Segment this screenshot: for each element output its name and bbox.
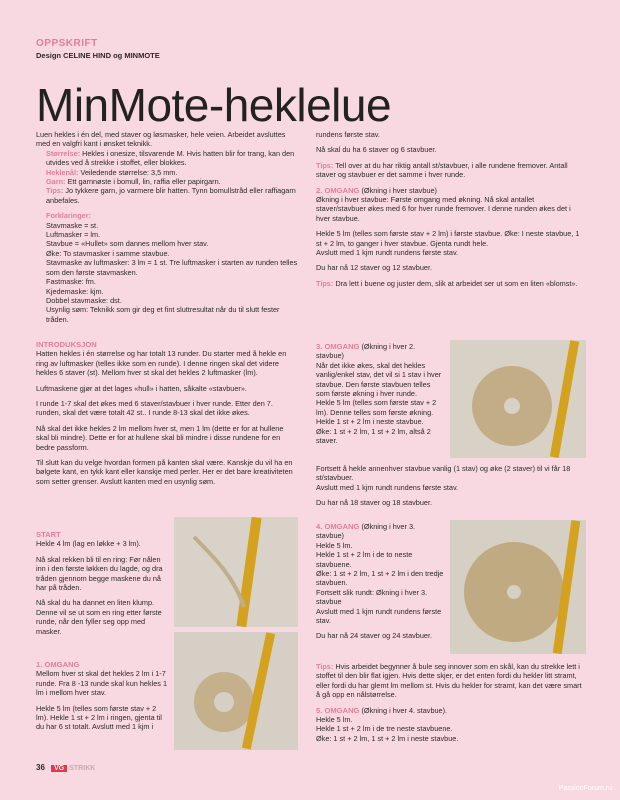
intro-text: Luen hekles i én del, med staver og løsmasker, hele veien. Arbeidet avsluttes med en valgfri kant i ønsket teknikk. <box>36 130 286 149</box>
storrelse-text: Hekles i onesize, tilsvarende M. Hvis hatten blir for trang, kan den utvides ved å strekke i stoffet, eller blokkes. <box>46 148 295 168</box>
start-heading: START <box>36 530 61 539</box>
omgang1-para: Mellom hver st skal det hekles 2 lm i 1-7 runde. Fra 8 -13 runde skal kun hekles 1 lm i mellom hver stav. <box>36 669 168 698</box>
tips-text: Jo tykkere garn, jo varmere blir hatten. Tynn bomullstråd eller raffiagarn anbefales. <box>46 186 296 205</box>
omgang3-section <box>316 342 444 445</box>
forklaring-item: Stavmaske = st. <box>46 220 99 230</box>
footer <box>36 763 95 772</box>
omgang3-para: Fortsett å hekle annenhver stavbue vanlig (1 stav) og øke (2 staver) til vi får 18 st/stavbuer. <box>316 464 571 483</box>
left-column <box>36 130 298 324</box>
kicker: OPPSKRIFT <box>36 38 98 49</box>
materials <box>36 149 298 324</box>
byline: Design CELINE HIND og MINMOTE <box>36 51 160 60</box>
tips-text: Tell over at du har riktig antall st/stavbuer, i alle rundene fremover. Antall staver og stavbuer er det samme i hver runde. <box>316 160 568 180</box>
omgang4-section <box>316 522 444 647</box>
introduksjon-para: Nå skal det ikke hekles 2 lm mellom hver st, men 1 lm (dette er for at hullene skal bli mindre). Dette er for at hullene skal bli mindre i disse rundene for en bedre passform. <box>36 423 284 452</box>
omgang4-sub: (Økning i hver 3. stavbue) <box>316 522 416 541</box>
introduksjon-para: Hatten hekles i én størrelse og har totalt 13 runder. Du starter med å hekle en ring av luftmasker (telles ikke som en runde). I denne ringen skal det videre hekles 6 staver (st). Mellom hver st skal det hekles 2 luftmasker (lm). <box>36 349 287 378</box>
omgang2-para: Hekle 5 lm (telles som første stav + 2 lm) i første stavbue. Øke: I neste stavbue, 1 st + 2 lm, to ganger i hver stavbue. Gjenta rundt hele. <box>316 229 580 248</box>
omgang4-para: Du har nå 24 staver og 24 stavbuer. <box>316 631 433 641</box>
omgang3-para: Hekle 5 lm (telles som første stav + 2 lm). Denne telles som første økning. <box>316 398 437 417</box>
omgang5-heading: 5. OMGANG <box>316 705 360 715</box>
right-column-top <box>316 130 586 294</box>
omgang2-para: Økning i hver stavbue: Første omgang med økning. Nå skal antallet staver/stavbuer økes med 6 for hver runde fremover. I denne runden økes det i hver stavbue. <box>316 195 571 223</box>
omgang1-para: Hekle 5 lm (telles som første stav + 2 lm). Hekle 1 st + 2 lm i ringen, gjenta til du har 6 st totalt. Avslutt med 1 kjm i <box>36 703 162 732</box>
omgang4-para: Øke: 1 st + 2 lm, 1 st + 2 lm i den tredje stavbuen. <box>316 569 444 588</box>
continuation: rundens første stav. <box>316 130 380 139</box>
tips-label: Tips: <box>316 160 334 170</box>
forklaring-item: Øke: To stavmasker i samme stavbue. <box>46 248 170 258</box>
forklaring-item: Stavmaske av luftmasker: 3 lm = 1 st. Tre luftmasker i starten av runden telles som den første stavmasken. <box>46 258 298 277</box>
omgang2-para: Du har nå 12 staver og 12 stavbuer. <box>316 263 433 273</box>
tips2-text: Dra lett i buene og juster dem, slik at arbeidet ser ut som en liten «blomst». <box>335 278 578 288</box>
tips3-label: Tips: <box>316 662 334 671</box>
forklaring-item: Fastmaske: fm. <box>46 277 96 287</box>
omgang5-para: Hekle 5 lm. <box>316 715 353 725</box>
right-column-bottom <box>316 662 586 743</box>
photo-round-three <box>450 340 586 458</box>
omgang5-sub: (Økning i hver 4. stavbue). <box>361 705 448 715</box>
photo-hook-chain <box>174 517 298 627</box>
garn-label: Garn: <box>46 177 66 187</box>
introduksjon-para: Til slutt kan du velge hvordan formen på kanten skal være. Kanskje du vil ha en bølgete kant, en tykk kant eller kanskje med perler. Her er det bare kreativiteten som setter grenser. Avslutt kanten med en usynlig søm. <box>36 458 293 486</box>
omgang4-para: Hekle 1 st + 2 lm i de to neste stavbuene. <box>316 550 413 569</box>
forklaring-item: Usynlig søm: Teknikk som gir deg et fint sluttresultat når du til slutt fester tråden. <box>46 305 280 324</box>
omgang3-sub: (Økning i hver 2. stavbue) <box>316 342 416 361</box>
omgang3-tail <box>316 464 586 514</box>
forklaring-item: Dobbel stavmaske: dst. <box>46 295 122 305</box>
section-name: STRIKK <box>69 765 96 772</box>
omgang1-heading: 1. OMGANG <box>36 660 80 669</box>
omgang3-para: Øke: 1 st + 2 lm, 1 st + 2 lm, altså 2 staver. <box>316 426 431 446</box>
omgang2-para: Avslutt med 1 kjm rundt rundens første stav. <box>316 248 459 258</box>
start-para: Nå skal rekken bli til en ring: Før nålen inn i den første løkken du lagde, og dra tråden gjennom begge maskene du nå har på tråden. <box>36 554 163 593</box>
heklenal-text: Veiledende størrelse: 3,5 mm. <box>80 167 178 177</box>
tips-label: Tips: <box>46 186 64 196</box>
omgang4-para: Hekle 5 lm. <box>316 540 353 550</box>
omgang3-heading: 3. OMGANG <box>316 342 360 351</box>
header <box>36 38 160 60</box>
omgang3-para: Hekle 1 st + 2 lm i neste stavbue. <box>316 417 424 427</box>
start-para: Hekle 4 lm (lag en løkke + 3 lm). <box>36 539 141 549</box>
introduksjon-section <box>36 340 298 492</box>
forklaring-item: Stavbue = «Hullet» som dannes mellom hver stav. <box>46 239 209 249</box>
omgang2-sub: (Økning i hver stavbue) <box>361 185 437 195</box>
omgang4-heading: 4. OMGANG <box>316 522 360 531</box>
forklaringer-label: Forklaringer: <box>46 211 92 221</box>
omgang3-para: Avslutt med 1 kjm rundt rundens første stav. <box>316 482 459 492</box>
page-number: 36 <box>36 763 45 772</box>
omgang5-para: Øke: 1 st + 2 lm, 1 st + 2 lm i neste stavbue. <box>316 733 459 743</box>
omgang5-para: Hekle 1 st + 2 lm i de tre neste stavbuene. <box>316 724 453 734</box>
omgang1-section <box>36 660 168 738</box>
tips2-label: Tips: <box>316 278 334 288</box>
garn-text: Ett garnnøste i bomull, lin, raffia eller papirgarn. <box>67 177 221 187</box>
omgang4-para: Fortsett slik rundt: Økning i hver 3. stavbue <box>316 587 428 607</box>
page-title: MinMote-heklelue <box>36 79 392 131</box>
omgang3-para: Når det ikke økes, skal det hekles vanlig/enkel stav, det vil si 1 stav i hver stavbue. Den første stavbuen telles som første økning i hver runde. <box>316 360 442 399</box>
start-section <box>36 530 168 642</box>
omgang3-para: Du har nå 18 staver og 18 stavbuer. <box>316 498 433 508</box>
tips3-text: Hvis arbeidet begynner å bule seg innover som en skål, kan du strekke lett i stoffet til den blir flat igjen. Hvis dette skjer, er det enten fordi du hekler litt stramt, eller fordi du har glemt lm mellom st. Hvis du hekler for stramt, kan det være smart å gå opp en nålstørrelse. <box>316 662 582 700</box>
omgang4-para: Avslutt med 1 kjm rundt rundens første stav. <box>316 606 442 626</box>
forklaring-item: Luftmasker = lm. <box>46 230 101 240</box>
introduksjon-para: Luftmaskene gjør at det lages «hull» i hatten, såkalte «stavbuer». <box>36 383 247 393</box>
storrelse-label: Størrelse: <box>46 148 81 158</box>
introduksjon-para: I runde 1-7 skal det økes med 6 staver/stavbuer i hver runde. Etter den 7. runden, skal det være totalt 42 st.. I runde 8-13 skal det ikke økes. <box>36 399 273 418</box>
watermark: PassionForum.ru <box>558 785 612 792</box>
start-para: Nå skal du ha dannet en liten klump. Denne vil se ut som en ring etter første runde, når den fyller seg opp med masker. <box>36 598 162 636</box>
photo-round-four <box>450 520 586 654</box>
forklaring-item: Kjedemaske: kjm. <box>46 286 104 296</box>
heklenal-label: Heklenål: <box>46 167 79 177</box>
right-para: Nå skal du ha 6 staver og 6 stavbuer. <box>316 145 437 155</box>
introduksjon-heading: INTRODUKSJON <box>36 340 97 349</box>
omgang2-heading: 2. OMGANG <box>316 185 360 195</box>
vg-logo: VG <box>51 765 67 772</box>
photo-first-round <box>174 632 298 750</box>
